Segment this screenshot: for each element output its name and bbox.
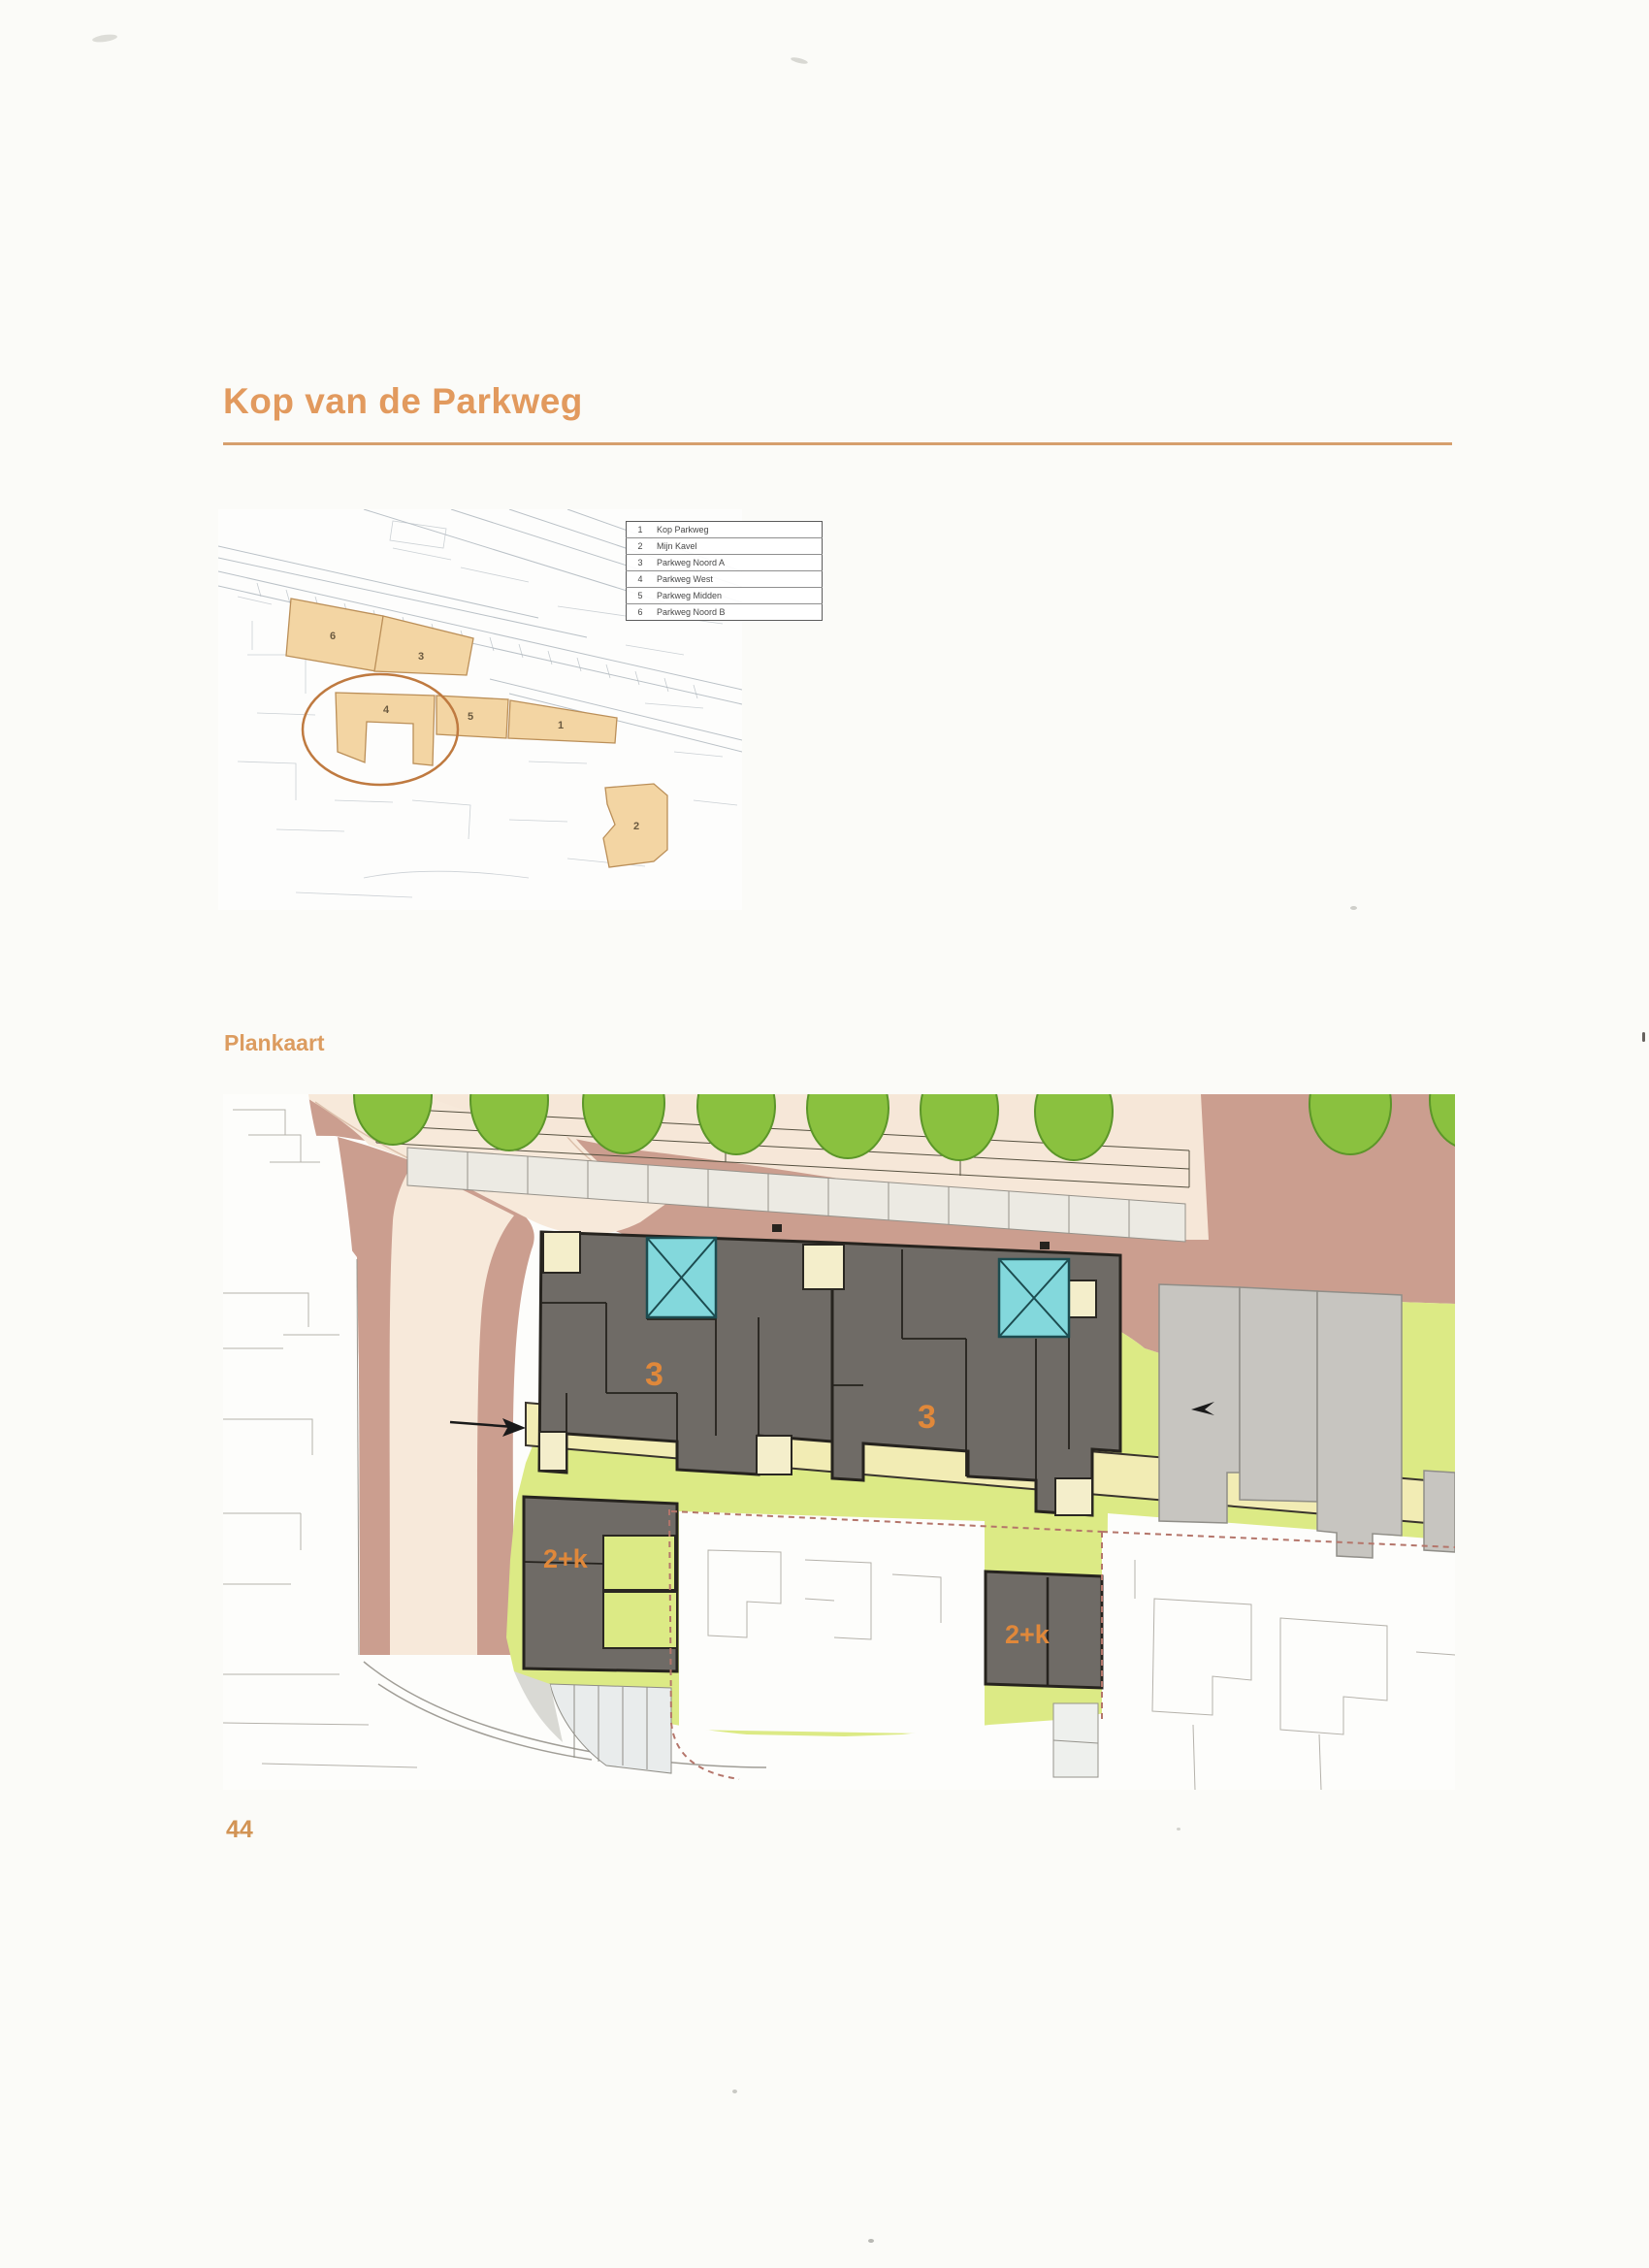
area-label: 4 bbox=[383, 704, 390, 716]
cadastral-left-column bbox=[223, 1234, 360, 1655]
legend-name: Parkweg Noord B bbox=[657, 607, 726, 617]
scan-speck bbox=[791, 56, 809, 65]
legend-name: Parkweg West bbox=[654, 571, 823, 588]
scan-speck bbox=[1350, 906, 1357, 910]
legend-row bbox=[627, 555, 823, 571]
plankaart-label: Plankaart bbox=[224, 1030, 325, 1055]
plan-map bbox=[223, 1094, 1455, 1790]
legend-number: 1 bbox=[627, 522, 655, 538]
legend-row bbox=[627, 571, 823, 588]
area-label: 1 bbox=[558, 720, 565, 731]
area-label: 3 bbox=[418, 651, 425, 663]
legend-name: Parkweg Midden bbox=[654, 588, 823, 604]
legend-number: 2 bbox=[627, 538, 655, 555]
legend-row bbox=[627, 538, 823, 555]
legend-number: 5 bbox=[627, 588, 655, 604]
scan-speck bbox=[1642, 1032, 1645, 1042]
legend-name: Kop Parkweg bbox=[654, 522, 823, 538]
building-label-2k-east: 2+k bbox=[1005, 1620, 1050, 1649]
area-label: 2 bbox=[633, 821, 640, 832]
scan-speck bbox=[732, 2090, 737, 2093]
legend-name: Parkweg Noord A bbox=[654, 555, 823, 571]
scan-speck bbox=[1177, 1828, 1180, 1831]
legend-name: Mijn Kavel bbox=[654, 538, 823, 555]
title-divider bbox=[223, 442, 1452, 445]
legend-row bbox=[627, 522, 823, 538]
legend-number: 3 bbox=[627, 555, 655, 571]
building-block-2k-west bbox=[524, 1497, 677, 1671]
cadastral-bottom-right bbox=[1102, 1533, 1455, 1790]
building-label-3-west: 3 bbox=[645, 1356, 663, 1393]
legend-row bbox=[627, 588, 823, 604]
legend-number: 4 bbox=[627, 571, 655, 588]
scan-speck bbox=[868, 2239, 874, 2243]
building-label-3-east: 3 bbox=[918, 1399, 936, 1436]
area-label: 6 bbox=[330, 631, 337, 642]
legend-row bbox=[627, 604, 823, 621]
legend-number: 6 bbox=[637, 607, 643, 617]
legend-table bbox=[626, 521, 823, 621]
cadastral-pocket bbox=[679, 1511, 985, 1734]
building-label-2k-west: 2+k bbox=[543, 1544, 588, 1573]
page-title: Kop van de Parkweg bbox=[223, 381, 583, 421]
scan-speck bbox=[92, 33, 118, 44]
area-label: 5 bbox=[468, 711, 474, 723]
page-number: 44 bbox=[226, 1816, 253, 1843]
